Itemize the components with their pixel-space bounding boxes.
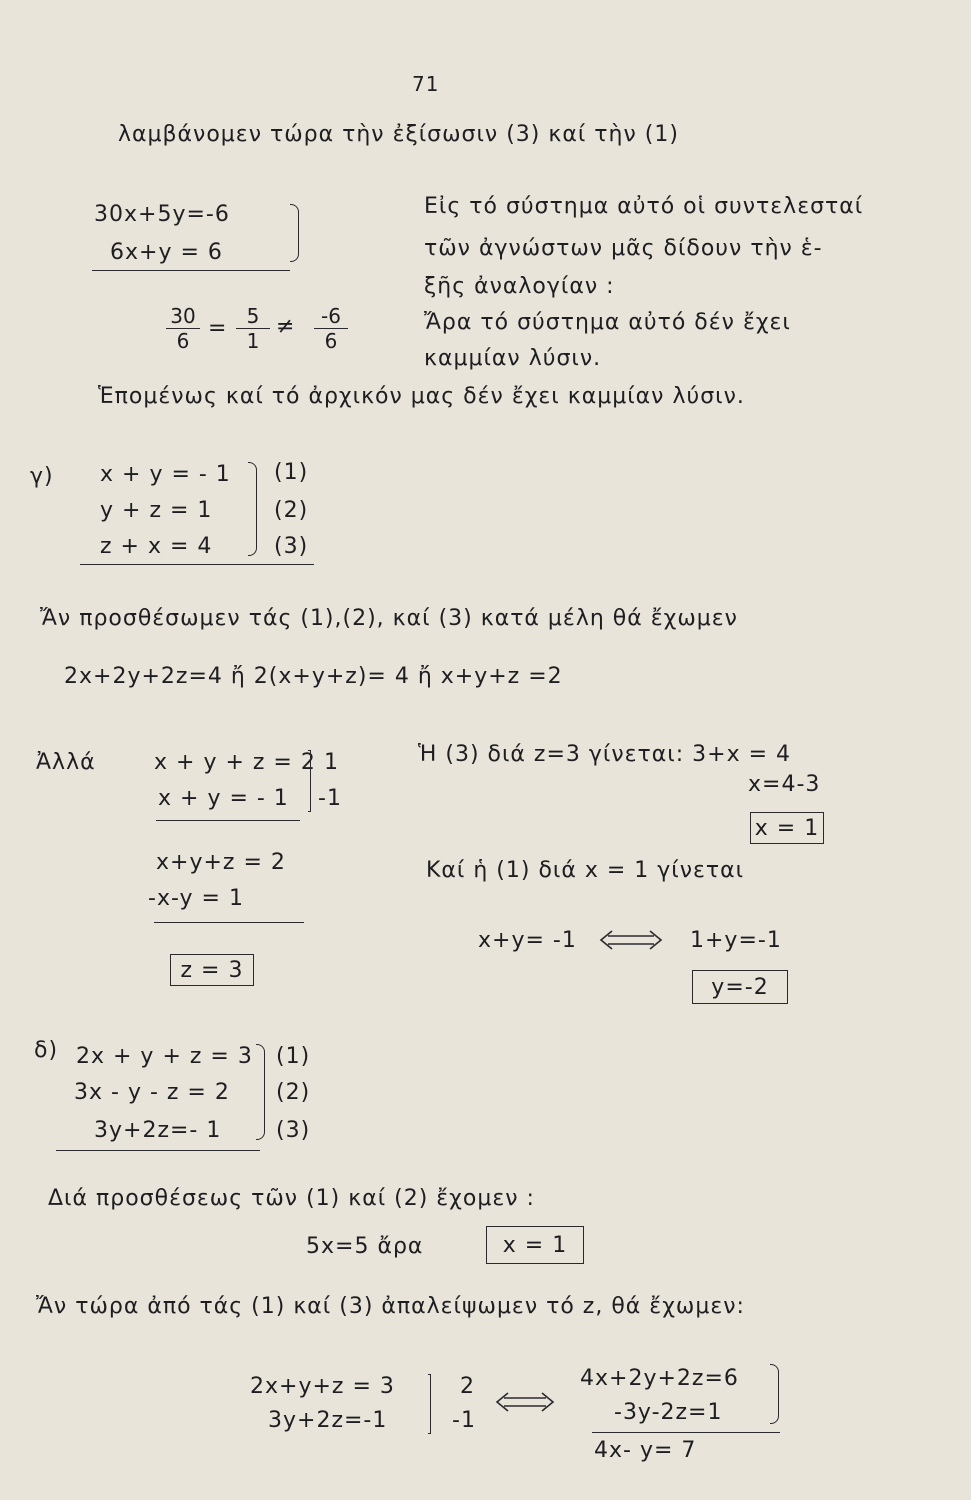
commentary-line-1: Εἰς τό σύστημα αὐτό οἱ συντελεσταί	[424, 194, 864, 219]
delta-right-eq-2: -3y-2z=1	[614, 1400, 723, 1425]
gamma-right-line-3: Καί ἡ (1) διά x = 1 γίνεται	[426, 858, 745, 883]
delta-equivalence-arrow-icon	[494, 1392, 556, 1412]
ratio-not-equal: ≠	[276, 314, 296, 339]
part-gamma-label: γ)	[30, 464, 54, 489]
delta-left-mult-1: 2	[460, 1374, 475, 1399]
ratio-fraction-1: 30 6	[166, 306, 200, 351]
gamma-right-line-1: Ἡ (3) διά z=3 γίνεται: 3+x = 4	[418, 742, 792, 767]
elim-eq-1: x + y + z = 2	[154, 750, 316, 775]
equiv-right: 1+y=-1	[690, 928, 782, 953]
elim-result-2: -x-y = 1	[148, 886, 244, 911]
commentary-line-5: καμμίαν λύσιν.	[424, 346, 602, 371]
result-z-box: z = 3	[170, 954, 254, 986]
gamma-eq-1: x + y = - 1	[100, 462, 231, 487]
delta-num-2: (2)	[276, 1080, 311, 1105]
delta-right-eq-1: 4x+2y+2z=6	[580, 1366, 739, 1391]
intro-line: λαμβάνομεν τώρα τὴν ἐξίσωσιν (3) καί τὴν (1)	[118, 122, 679, 147]
gamma-eq-2: y + z = 1	[100, 498, 213, 523]
gamma-num-3: (3)	[274, 534, 309, 559]
delta-sum-line: 5x=5 ἄρα	[306, 1234, 424, 1259]
gamma-num-2: (2)	[274, 498, 309, 523]
delta-num-3: (3)	[276, 1118, 311, 1143]
gamma-num-1: (1)	[274, 460, 309, 485]
elim-underline-1	[156, 820, 300, 821]
equivalence-arrow-icon	[598, 930, 664, 950]
system-b-brace	[290, 204, 299, 262]
but-label: Ἀλλά	[36, 750, 96, 775]
delta-left-separator	[428, 1374, 431, 1434]
system-b-underline	[92, 270, 290, 271]
elim-separator	[308, 750, 311, 812]
part-delta-label: δ)	[34, 1038, 59, 1063]
ratio-equals: =	[208, 316, 228, 341]
gamma-add-text: Ἄν προσθέσωμεν τάς (1),(2), καί (3) κατά μέλη θά ἔχωμεν	[40, 606, 738, 631]
result-y-box: y=-2	[692, 970, 788, 1004]
delta-elim-text: Ἄν τώρα ἀπό τάς (1) καί (3) ἀπαλείψωμεν τό z, θά ἔχωμεν:	[36, 1294, 745, 1319]
delta-left-eq-1: 2x+y+z = 3	[250, 1374, 395, 1399]
page-number: 71	[412, 72, 440, 96]
gamma-sum-line: 2x+2y+2z=4 ἤ 2(x+y+z)= 4 ἤ x+y+z =2	[64, 664, 563, 689]
delta-right-underline	[592, 1432, 780, 1433]
gamma-brace	[248, 462, 257, 556]
elim-underline-2	[154, 922, 304, 923]
delta-eq-3: 3y+2z=- 1	[94, 1118, 222, 1143]
delta-result-x-box: x = 1	[486, 1226, 584, 1264]
equiv-left: x+y= -1	[478, 928, 577, 953]
commentary-line-4: Ἄρα τό σύστημα αὐτό δέν ἔχει	[424, 310, 791, 335]
delta-right-brace	[770, 1364, 779, 1424]
ratio-fraction-3: -6 6	[314, 306, 348, 351]
delta-eq-1: 2x + y + z = 3	[76, 1044, 253, 1069]
delta-brace	[256, 1044, 265, 1140]
commentary-line-2: τῶν ἀγνώστων μᾶς δίδουν τὴν ἑ-	[424, 236, 823, 261]
delta-underline	[56, 1150, 260, 1151]
delta-right-result: 4x- y= 7	[594, 1438, 697, 1463]
gamma-eq-3: z + x = 4	[100, 534, 213, 559]
elim-mult-2: -1	[318, 786, 342, 811]
delta-add-text: Διά προσθέσεως τῶν (1) καί (2) ἔχομεν :	[48, 1186, 535, 1211]
elim-result-1: x+y+z = 2	[156, 850, 286, 875]
gamma-underline	[80, 564, 314, 565]
delta-num-1: (1)	[276, 1044, 311, 1069]
ratio-fraction-2: 5 1	[236, 306, 270, 351]
system-b-eq2: 6x+y = 6	[110, 240, 223, 265]
system-b-eq1: 30x+5y=-6	[94, 202, 230, 227]
elim-eq-2: x + y = - 1	[158, 786, 289, 811]
commentary-line-3: ξῆς ἀναλογίαν :	[424, 274, 615, 299]
delta-left-eq-2: 3y+2z=-1	[268, 1408, 388, 1433]
elim-mult-1: 1	[324, 750, 339, 775]
delta-left-mult-2: -1	[452, 1408, 476, 1433]
gamma-right-line-2: x=4-3	[748, 772, 821, 797]
result-x-box: x = 1	[750, 812, 824, 844]
delta-eq-2: 3x - y - z = 2	[74, 1080, 230, 1105]
system-b-conclusion: Ἑπομένως καί τό ἀρχικόν μας δέν ἔχει καμμίαν λύσιν.	[98, 384, 745, 409]
